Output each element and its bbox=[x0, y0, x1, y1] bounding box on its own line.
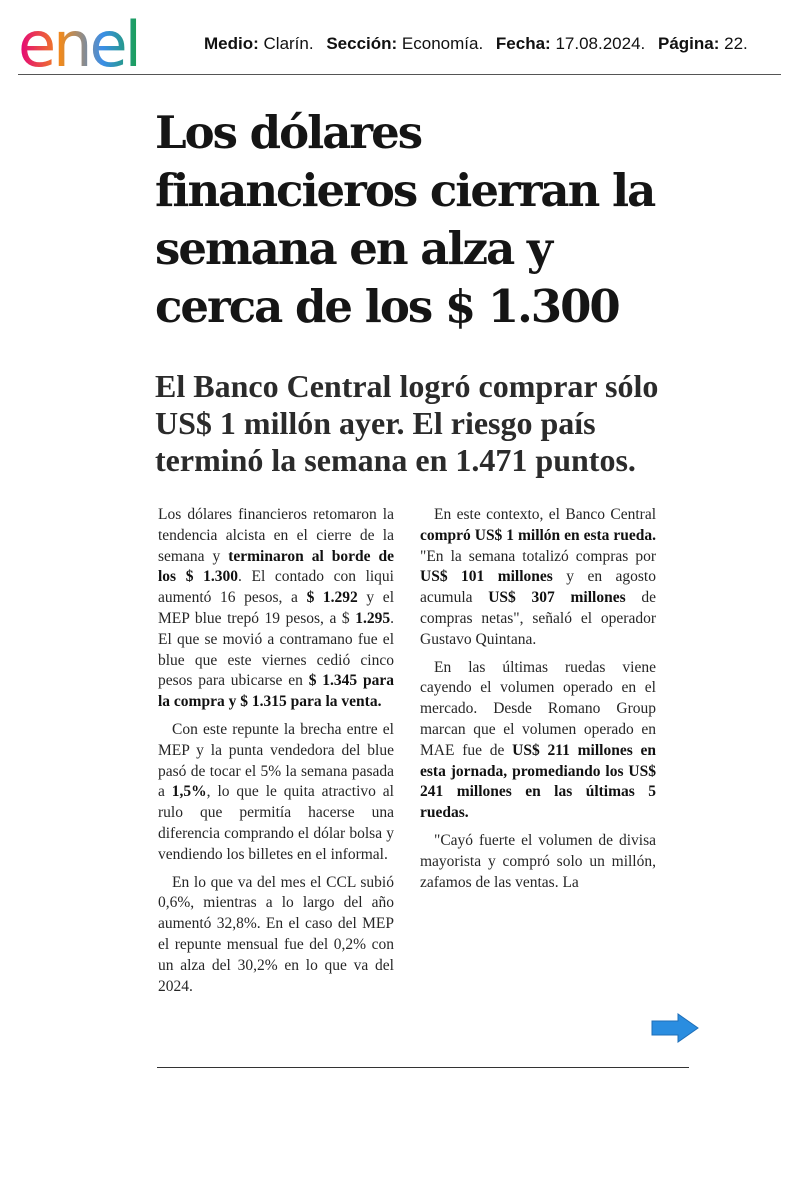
paragraph-3: En lo que va del mes el CCL subió 0,6%, mientras a lo largo del año aumentó 32,8%. En el caso del MEP el repunte mensual fue del 0,2% con un alza del 30,2% en lo que va del 2024. bbox=[158, 873, 394, 995]
paragraph-5: En las últimas ruedas viene cayendo el volumen operado en el mercado. Desde Romano Group marcan que el volumen operado en MAE fue de US$ 211 millones en esta jornada, promediando los US$ 241 millones en las últimas 5 ruedas. bbox=[420, 658, 656, 822]
clipping-metadata bbox=[204, 34, 748, 54]
article-headline: Los dólares financieros cierran la semana en alza y cerca de los $ 1.300 bbox=[155, 106, 655, 333]
fecha-value: 17.08.2024. bbox=[555, 34, 646, 53]
article-column-left bbox=[158, 505, 394, 1004]
paragraph-6: "Cayó fuerte el volumen de divisa mayorista y compró solo un millón, zafamos de las ventas. La bbox=[420, 831, 656, 891]
paragraph-4: En este contexto, el Banco Central compró US$ 1 millón en esta rueda. "En la semana totalizó compras por US$ 101 millones y en agosto acumula US$ 307 millones de compras netas", señaló el operador Gustavo Quintana. bbox=[420, 506, 656, 648]
medio-label: Medio: bbox=[204, 34, 259, 53]
paragraph-2: Con este repunte la brecha entre el MEP y la punta vendedora del blue pasó de tocar el 5% la semana pasada a 1,5%, lo que le quita atractivo al rulo que permitía hacerse una diferencia comprando el dólar bolsa y vendiendo los billetes en el informal. bbox=[158, 720, 394, 863]
paragraph-1: Los dólares financieros retomaron la tendencia alcista en el cierre de la semana y terminaron al borde de los $ 1.300. El contado con liqui aumentó 16 pesos, a $ 1.292 y el MEP blue trepó 19 pesos, a $ 1.295. El que se movió a contramano fue el blue que este viernes cedió cinco pesos para ubicarse en $ 1.345 para la compra y $ 1.315 para la venta. bbox=[158, 506, 395, 711]
medio-value: Clarín. bbox=[263, 34, 314, 53]
seccion-value: Economía. bbox=[401, 34, 484, 53]
pagina-label: Página: bbox=[658, 34, 720, 53]
clipping-header bbox=[14, 8, 782, 74]
footer-divider bbox=[157, 1067, 689, 1068]
fecha-label: Fecha: bbox=[495, 34, 551, 53]
article-column-right bbox=[420, 505, 656, 900]
arrow-right-icon[interactable] bbox=[650, 1012, 700, 1044]
seccion-label: Sección: bbox=[326, 34, 398, 53]
enel-logo bbox=[18, 12, 178, 72]
svg-text:enel: enel bbox=[18, 12, 139, 72]
pagina-value: 22. bbox=[724, 34, 748, 53]
article-subhead: El Banco Central logró comprar sólo US$ 1 millón ayer. El riesgo país terminó la semana en 1.471 puntos. bbox=[155, 368, 659, 478]
header-divider bbox=[18, 74, 781, 75]
